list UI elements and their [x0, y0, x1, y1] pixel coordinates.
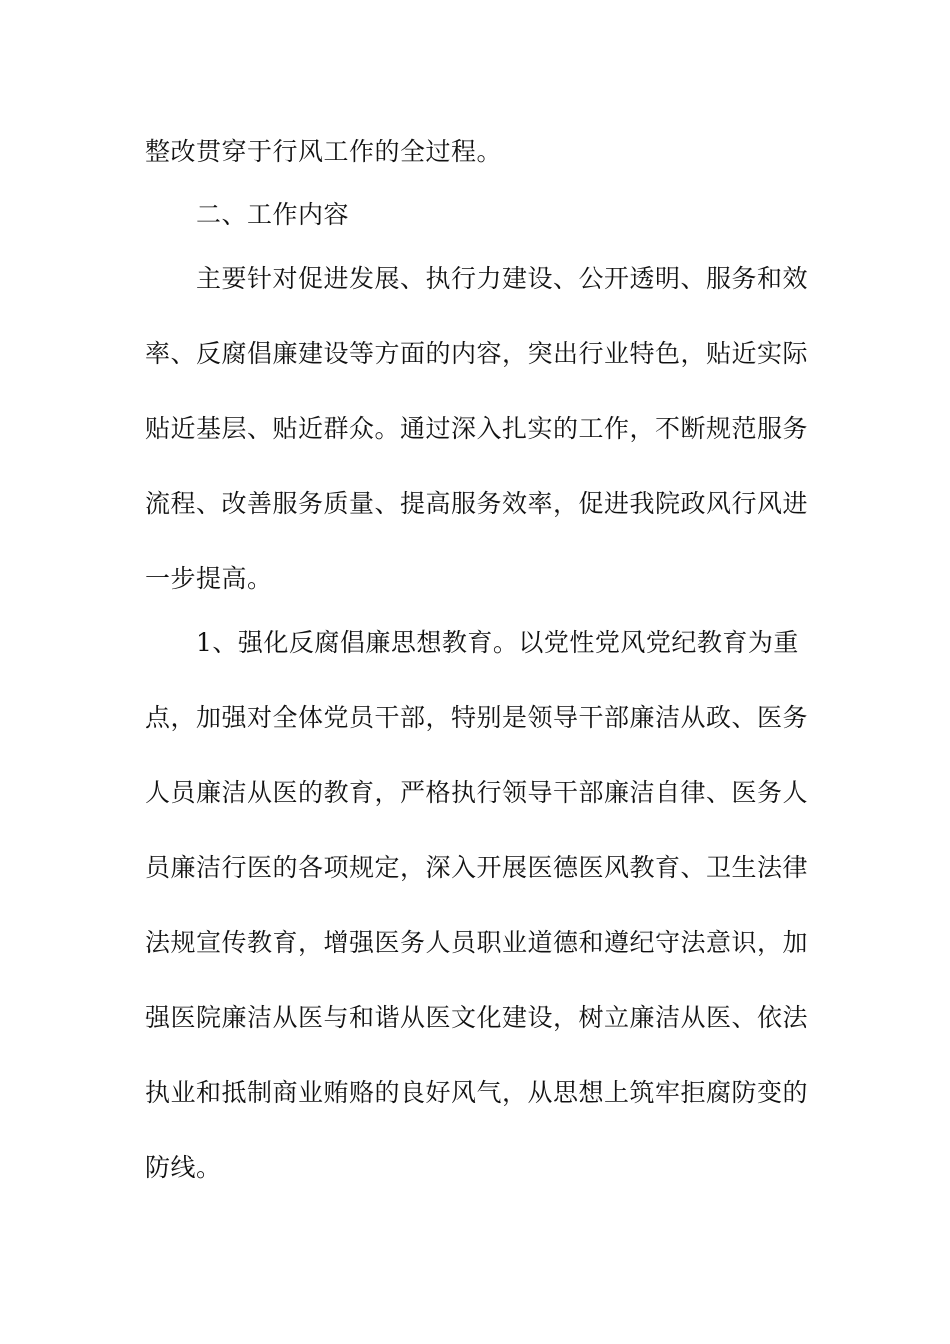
paragraph-line: 整改贯穿于行风工作的全过程。 [145, 137, 503, 166]
paragraph-line: 执业和抵制商业贿赂的良好风气，从思想上筑牢拒腐防变的 [145, 1078, 809, 1107]
paragraph-line: 人员廉洁从医的教育，严格执行领导干部廉洁自律、医务人 [145, 778, 809, 807]
paragraph-line: 主要针对促进发展、执行力建设、公开透明、服务和效 [196, 264, 809, 293]
paragraph-line: 点，加强对全体党员干部，特别是领导干部廉洁从政、医务 [145, 703, 809, 732]
paragraph-line: 率、反腐倡廉建设等方面的内容，突出行业特色，贴近实际 [145, 339, 809, 368]
paragraph-line: 员廉洁行医的各项规定，深入开展医德医风教育、卫生法律 [145, 853, 809, 882]
paragraph-line: 法规宣传教育，增强医务人员职业道德和遵纪守法意识，加 [145, 928, 809, 957]
paragraph-line: 一步提高。 [145, 564, 273, 593]
paragraph-line: 1、强化反腐倡廉思想教育。以党性党风党纪教育为重 [196, 628, 799, 657]
section-heading: 二、工作内容 [196, 200, 350, 229]
paragraph-line: 贴近基层、贴近群众。通过深入扎实的工作，不断规范服务 [145, 414, 809, 443]
paragraph-line: 防线。 [145, 1153, 222, 1182]
paragraph-line: 流程、改善服务质量、提高服务效率，促进我院政风行风进 [145, 489, 809, 518]
paragraph-line: 强医院廉洁从医与和谐从医文化建设，树立廉洁从医、依法 [145, 1003, 809, 1032]
